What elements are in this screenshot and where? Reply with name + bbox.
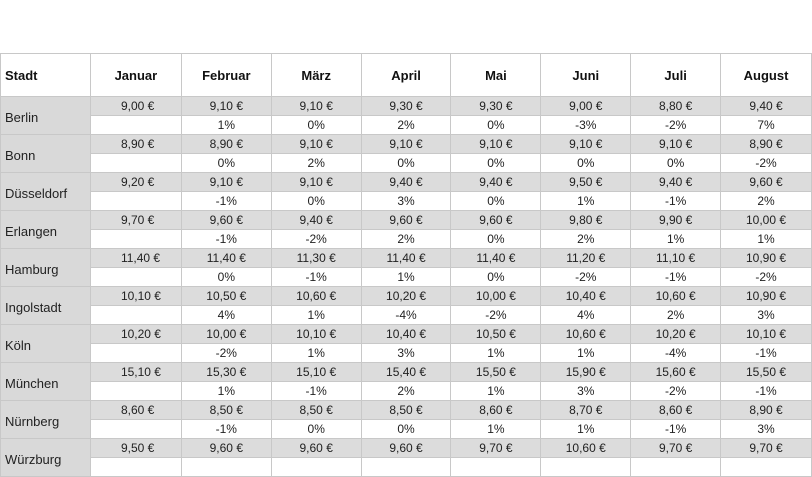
change-cell (541, 458, 631, 477)
change-cell: 0% (271, 420, 361, 439)
price-cell: 9,30 € (361, 97, 451, 116)
price-cell: 9,60 € (271, 439, 361, 458)
change-cell (90, 306, 181, 325)
change-cell: 4% (181, 306, 271, 325)
change-cell: 1% (541, 192, 631, 211)
price-cell: 11,10 € (631, 249, 721, 268)
change-cell (181, 458, 271, 477)
price-cell: 10,40 € (361, 325, 451, 344)
table-row-change (1, 458, 812, 477)
change-cell: 0% (451, 192, 541, 211)
price-cell: 10,50 € (181, 287, 271, 306)
change-cell: 0% (271, 192, 361, 211)
change-cell (90, 344, 181, 363)
price-cell: 11,40 € (361, 249, 451, 268)
price-cell: 9,10 € (181, 97, 271, 116)
price-cell: 8,50 € (271, 401, 361, 420)
change-cell (451, 458, 541, 477)
change-cell: -2% (451, 306, 541, 325)
price-cell: 15,90 € (541, 363, 631, 382)
change-cell (90, 420, 181, 439)
change-cell: 1% (541, 344, 631, 363)
change-cell (90, 458, 181, 477)
price-cell: 9,50 € (90, 439, 181, 458)
price-cell: 9,70 € (90, 211, 181, 230)
price-cell: 11,30 € (271, 249, 361, 268)
table-row-price (1, 325, 812, 344)
change-cell: 1% (451, 382, 541, 401)
price-cell: 10,20 € (90, 325, 181, 344)
price-cell: 9,60 € (181, 211, 271, 230)
price-cell: 15,50 € (451, 363, 541, 382)
price-cell: 11,40 € (181, 249, 271, 268)
table-body (1, 97, 812, 477)
price-cell: 9,10 € (541, 135, 631, 154)
table-row-change (1, 420, 812, 439)
price-cell: 8,90 € (181, 135, 271, 154)
column-header-month: April (361, 54, 451, 97)
price-cell: 9,10 € (271, 135, 361, 154)
price-cell: 9,70 € (631, 439, 721, 458)
price-cell: 8,90 € (721, 401, 812, 420)
change-cell: -2% (271, 230, 361, 249)
price-cell: 10,60 € (271, 287, 361, 306)
column-header-month: Februar (181, 54, 271, 97)
price-table (0, 53, 812, 477)
price-cell: 15,10 € (271, 363, 361, 382)
price-cell: 10,20 € (361, 287, 451, 306)
change-cell: -2% (181, 344, 271, 363)
city-cell: München (1, 363, 91, 401)
table-row-price (1, 401, 812, 420)
change-cell: 2% (631, 306, 721, 325)
price-cell: 8,60 € (451, 401, 541, 420)
price-cell: 15,50 € (721, 363, 812, 382)
change-cell: -1% (181, 192, 271, 211)
change-cell (90, 154, 181, 173)
change-cell: -3% (541, 116, 631, 135)
city-cell: Hamburg (1, 249, 91, 287)
change-cell: 2% (361, 116, 451, 135)
price-cell: 10,00 € (721, 211, 812, 230)
change-cell: 0% (361, 154, 451, 173)
price-cell: 9,00 € (541, 97, 631, 116)
price-cell: 10,10 € (721, 325, 812, 344)
table-row-price (1, 363, 812, 382)
change-cell: -1% (631, 420, 721, 439)
change-cell: -2% (721, 268, 812, 287)
change-cell: 2% (541, 230, 631, 249)
change-cell (361, 458, 451, 477)
header-row (1, 54, 812, 97)
change-cell: -1% (271, 382, 361, 401)
column-header-month: Juli (631, 54, 721, 97)
change-cell: 3% (541, 382, 631, 401)
change-cell: 0% (181, 154, 271, 173)
change-cell (90, 382, 181, 401)
price-cell: 9,10 € (451, 135, 541, 154)
change-cell: 3% (361, 344, 451, 363)
change-cell: 1% (631, 230, 721, 249)
table-row-change (1, 116, 812, 135)
change-cell: 1% (361, 268, 451, 287)
change-cell: -1% (631, 192, 721, 211)
table-row-price (1, 135, 812, 154)
city-cell: Berlin (1, 97, 91, 135)
price-cell: 9,40 € (451, 173, 541, 192)
change-cell: -1% (631, 268, 721, 287)
change-cell: 1% (541, 420, 631, 439)
price-cell: 10,10 € (271, 325, 361, 344)
change-cell: 2% (361, 382, 451, 401)
column-header-month: Januar (90, 54, 181, 97)
price-cell: 9,70 € (451, 439, 541, 458)
table-row-change (1, 230, 812, 249)
column-header-month: Mai (451, 54, 541, 97)
city-cell: Ingolstadt (1, 287, 91, 325)
price-cell: 9,70 € (721, 439, 812, 458)
price-cell: 9,60 € (451, 211, 541, 230)
change-cell: 0% (541, 154, 631, 173)
change-cell: 0% (451, 230, 541, 249)
column-header-month: März (271, 54, 361, 97)
city-cell: Würzburg (1, 439, 91, 477)
change-cell: 1% (181, 116, 271, 135)
price-cell: 10,60 € (631, 287, 721, 306)
city-cell: Bonn (1, 135, 91, 173)
change-cell (90, 230, 181, 249)
change-cell: 0% (451, 116, 541, 135)
city-cell: Köln (1, 325, 91, 363)
change-cell: 0% (451, 268, 541, 287)
price-cell: 9,60 € (361, 439, 451, 458)
price-cell: 9,10 € (271, 173, 361, 192)
change-cell (90, 192, 181, 211)
price-cell: 10,00 € (181, 325, 271, 344)
price-cell: 10,90 € (721, 249, 812, 268)
change-cell: -4% (631, 344, 721, 363)
change-cell: 7% (721, 116, 812, 135)
change-cell: 1% (451, 420, 541, 439)
change-cell: 4% (541, 306, 631, 325)
price-cell: 9,10 € (361, 135, 451, 154)
column-header-month: Juni (541, 54, 631, 97)
change-cell (631, 458, 721, 477)
price-cell: 10,60 € (541, 439, 631, 458)
change-cell: 2% (721, 192, 812, 211)
table-row-change (1, 154, 812, 173)
change-cell: 2% (361, 230, 451, 249)
change-cell: -1% (181, 420, 271, 439)
price-cell: 15,40 € (361, 363, 451, 382)
price-cell: 9,40 € (361, 173, 451, 192)
column-header-month: August (721, 54, 812, 97)
change-cell: -2% (631, 382, 721, 401)
price-cell: 9,50 € (541, 173, 631, 192)
price-cell: 9,40 € (271, 211, 361, 230)
change-cell: -4% (361, 306, 451, 325)
price-cell: 9,60 € (721, 173, 812, 192)
change-cell: -1% (721, 344, 812, 363)
change-cell: 0% (631, 154, 721, 173)
price-cell: 9,40 € (631, 173, 721, 192)
price-cell: 9,10 € (181, 173, 271, 192)
change-cell: 0% (181, 268, 271, 287)
price-cell: 8,90 € (90, 135, 181, 154)
change-cell: -1% (271, 268, 361, 287)
price-cell: 9,30 € (451, 97, 541, 116)
price-cell: 9,20 € (90, 173, 181, 192)
change-cell: 1% (271, 344, 361, 363)
price-cell: 15,60 € (631, 363, 721, 382)
table-row-price (1, 211, 812, 230)
change-cell: 0% (451, 154, 541, 173)
change-cell: -2% (721, 154, 812, 173)
price-cell: 8,60 € (631, 401, 721, 420)
price-cell: 9,80 € (541, 211, 631, 230)
price-cell: 10,60 € (541, 325, 631, 344)
price-cell: 8,70 € (541, 401, 631, 420)
change-cell: -1% (181, 230, 271, 249)
price-cell: 15,10 € (90, 363, 181, 382)
price-cell: 10,10 € (90, 287, 181, 306)
change-cell: 0% (271, 116, 361, 135)
price-cell: 10,20 € (631, 325, 721, 344)
price-cell: 11,40 € (90, 249, 181, 268)
price-cell: 8,90 € (721, 135, 812, 154)
price-cell: 10,00 € (451, 287, 541, 306)
price-cell: 9,00 € (90, 97, 181, 116)
change-cell: 3% (361, 192, 451, 211)
table-row-change (1, 306, 812, 325)
change-cell: 2% (271, 154, 361, 173)
change-cell: 1% (271, 306, 361, 325)
price-cell: 8,50 € (181, 401, 271, 420)
table-row-change (1, 382, 812, 401)
change-cell (90, 268, 181, 287)
price-cell: 8,80 € (631, 97, 721, 116)
table-row-change (1, 344, 812, 363)
price-cell: 9,40 € (721, 97, 812, 116)
price-cell: 10,90 € (721, 287, 812, 306)
change-cell: 3% (721, 420, 812, 439)
price-cell: 9,10 € (271, 97, 361, 116)
table-row-price (1, 173, 812, 192)
change-cell: 3% (721, 306, 812, 325)
city-cell: Düsseldorf (1, 173, 91, 211)
price-cell: 15,30 € (181, 363, 271, 382)
change-cell (721, 458, 812, 477)
price-cell: 9,10 € (631, 135, 721, 154)
table-row-price (1, 287, 812, 306)
city-cell: Nürnberg (1, 401, 91, 439)
column-header-city: Stadt (1, 54, 91, 97)
price-cell: 9,60 € (181, 439, 271, 458)
price-cell: 11,40 € (451, 249, 541, 268)
change-cell: 0% (361, 420, 451, 439)
change-cell: 1% (721, 230, 812, 249)
table-row-price (1, 97, 812, 116)
table-row-price (1, 439, 812, 458)
city-cell: Erlangen (1, 211, 91, 249)
price-cell: 9,60 € (361, 211, 451, 230)
change-cell: 1% (181, 382, 271, 401)
price-cell: 10,50 € (451, 325, 541, 344)
table-row-price (1, 249, 812, 268)
price-cell: 10,40 € (541, 287, 631, 306)
change-cell: 1% (451, 344, 541, 363)
price-cell: 9,90 € (631, 211, 721, 230)
change-cell: -2% (631, 116, 721, 135)
change-cell: -2% (541, 268, 631, 287)
change-cell: -1% (721, 382, 812, 401)
price-cell: 11,20 € (541, 249, 631, 268)
change-cell (271, 458, 361, 477)
price-cell: 8,50 € (361, 401, 451, 420)
change-cell (90, 116, 181, 135)
price-cell: 8,60 € (90, 401, 181, 420)
table-row-change (1, 192, 812, 211)
table-row-change (1, 268, 812, 287)
